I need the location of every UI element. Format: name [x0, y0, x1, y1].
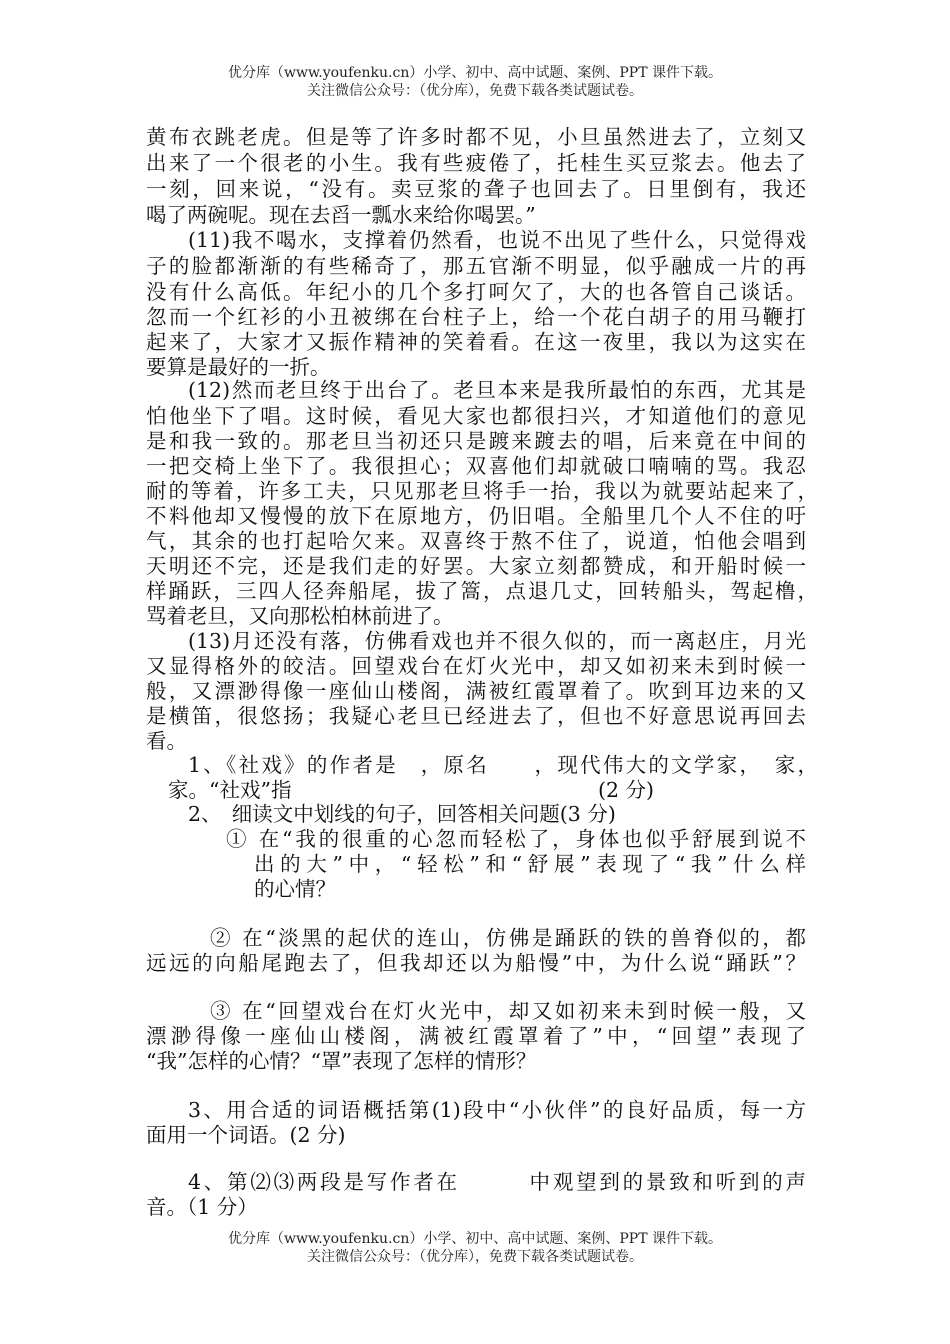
p10-line: 一刻，回来说，“没有。卖豆浆的聋子也回去了。日里倒有，我还	[146, 177, 806, 201]
p12-line: 不料他却又慢慢的放下在原地方，仍旧唱。全船里几个人不住的吁	[146, 504, 806, 528]
q3-line: 面用一个词语。(2 分)	[146, 1123, 346, 1147]
page-header	[0, 64, 950, 100]
p13-line: 又显得格外的皎洁。回望戏台在灯火光中，却又如初来未到时候一	[146, 654, 806, 678]
p11-line: 起来了，大家才又振作精神的笑着看。在这一夜里，我以为这实在	[146, 330, 806, 354]
q4-line: 音。（1 分）	[146, 1195, 258, 1219]
footer-line-1: 优分库（www.youfenku.cn）小学、初中、高中试题、案例、PPT 课件下载。	[227, 1231, 722, 1247]
q2-stem: 2、 细读文中划线的句子，回答相关问题(3 分)	[188, 802, 616, 826]
header-line-1: 优分库（www.youfenku.cn）小学、初中、高中试题、案例、PPT 课件下载。	[227, 65, 722, 81]
q2-sub3-line: “我”怎样的心情？“罩”表现了怎样的情形？	[146, 1049, 537, 1073]
p13-line: (13)月还没有落，仿佛看戏也并不很久似的，而一离赵庄，月光	[188, 629, 806, 653]
p12-line: 气，其余的也打起哈欠来。双喜终于熬不住了，说道，怕他会唱到	[146, 529, 806, 553]
p12-line: 天明还不完，还是我们走的好罢。大家立刻都赞成，和开船时候一	[146, 554, 806, 578]
p12-line: (12)然而老旦终于出台了。老旦本来是我所最怕的东西，尤其是	[188, 378, 806, 402]
q2-sub1-line: 的心情？	[254, 877, 336, 901]
q1-line: 家。“社戏”指	[168, 778, 292, 802]
p11-line: (11)我不喝水，支撑着仍然看，也说不出见了些什么，只觉得戏	[188, 228, 806, 252]
p13-line: 般，又漂渺得像一座仙山楼阁，满被红霞罩着了。吹到耳边来的又	[146, 679, 806, 703]
p12-line: 怕他坐下了唱。这时候，看见大家也都很扫兴，才知道他们的意见	[146, 404, 806, 428]
p12-line: 骂着老旦，又向那松柏林前进了。	[146, 604, 454, 628]
p12-line: 样踊跃，三四人径奔船尾，拔了篙，点退几丈，回转船头，驾起橹，	[146, 579, 818, 603]
p10-line: 出来了一个很老的小生。我有些疲倦了，托桂生买豆浆去。他去了	[146, 151, 806, 175]
q2-sub3-line: 漂渺得像一座仙山楼阁，满被红霞罩着了”中，“回望”表现了	[146, 1024, 806, 1048]
p11-line: 要算是最好的一折。	[146, 355, 331, 379]
p11-line: 没有什么高低。年纪小的几个多打呵欠了，大的也各管自己谈话。	[146, 280, 806, 304]
q2-sub3-line: ③ 在“回望戏台在灯火光中，却又如初来未到时候一般，又	[210, 999, 806, 1023]
page-footer	[0, 1230, 950, 1266]
q3-line: 3、用合适的词语概括第(1)段中“小伙伴”的良好品质，每一方	[188, 1098, 806, 1122]
p12-line: 是和我一致的。那老旦当初还只是踱来踱去的唱，后来竟在中间的	[146, 429, 806, 453]
p12-line: 耐的等着，许多工夫，只见那老旦将手一抬，我以为就要站起来了，	[146, 479, 818, 503]
q2-sub2-line: ② 在“淡黑的起伏的连山，仿佛是踊跃的铁的兽脊似的，都	[210, 926, 806, 950]
q4-line: 4、第⑵⑶两段是写作者在 中观望到的景致和听到的声	[188, 1170, 806, 1194]
p12-line: 一把交椅上坐下了。我很担心；双喜他们却就破口喃喃的骂。我忍	[146, 454, 806, 478]
q2-sub1-line: 出的大”中，“轻松”和“舒展”表现了“我”什么样	[254, 852, 806, 876]
p11-line: 子的脸都渐渐的有些稀奇了，那五官渐不明显，似乎融成一片的再	[146, 254, 806, 278]
header-line-2: 关注微信公众号：（优分库），免费下载各类试题试卷。	[307, 83, 643, 99]
p13-line: 看。	[146, 729, 187, 753]
p10-line: 喝了两碗呢。现在去舀一瓢水来给你喝罢。”	[146, 203, 536, 227]
p13-line: 是横笛，很悠扬；我疑心老旦已经进去了，但也不好意思说再回去	[146, 704, 806, 728]
footer-line-2: 关注微信公众号：（优分库），免费下载各类试题试卷。	[307, 1249, 643, 1265]
p11-line: 忽而一个红衫的小丑被绑在台柱子上，给一个花白胡子的用马鞭打	[146, 305, 806, 329]
p10-line: 黄布衣跳老虎。但是等了许多时都不见，小旦虽然进去了，立刻又	[146, 125, 806, 149]
q1-line: 1、《社戏》的作者是 ，原名 ，现代伟大的文学家， 家，	[188, 753, 818, 777]
q2-sub1-line: ① 在“我的很重的心忽而轻松了，身体也似乎舒展到说不	[226, 827, 806, 851]
q1-score: (2 分)	[598, 778, 655, 802]
q2-sub2-line: 远远的向船尾跑去了，但我却还以为船慢”中，为什么说“踊跃”？	[146, 951, 806, 975]
